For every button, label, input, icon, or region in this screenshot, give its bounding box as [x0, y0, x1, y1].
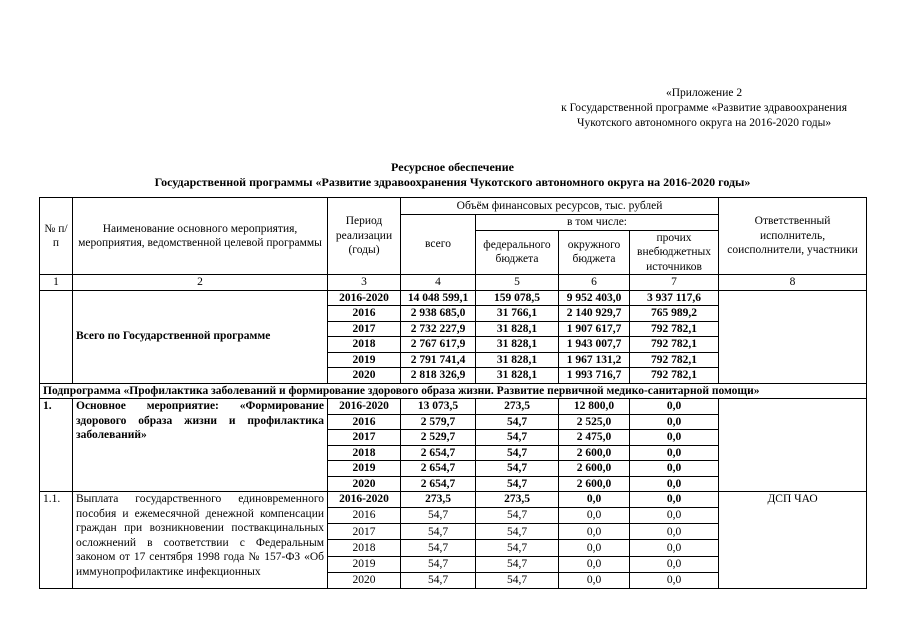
district-cell: 1 907 617,7: [559, 321, 630, 337]
federal-cell: 54,7: [476, 414, 559, 430]
district-cell: 2 525,0: [559, 414, 630, 430]
total-cell: 54,7: [401, 556, 476, 572]
resource-table: [39, 197, 867, 589]
federal-cell: 273,5: [476, 492, 559, 508]
other-cell: 765 989,2: [630, 306, 719, 322]
federal-cell: 31 828,1: [476, 337, 559, 353]
district-cell: 2 600,0: [559, 461, 630, 477]
period-cell: 2020: [328, 368, 401, 384]
other-cell: 0,0: [630, 492, 719, 508]
period-cell: 2016: [328, 306, 401, 322]
period-cell: 2020: [328, 572, 401, 588]
other-cell: 0,0: [630, 445, 719, 461]
total-cell: 2 579,7: [401, 414, 476, 430]
header-row-1: [40, 198, 867, 215]
federal-cell: 54,7: [476, 508, 559, 524]
period-cell: 2016-2020: [328, 492, 401, 508]
federal-cell: 54,7: [476, 540, 559, 556]
title-line-2: Государственной программы «Развитие здравоохранения Чукотского автономного округа на 2016-2020 годы»: [154, 175, 751, 189]
col-number: 1: [40, 275, 73, 291]
other-cell: 0,0: [630, 430, 719, 446]
other-cell: 792 782,1: [630, 352, 719, 368]
other-cell: 792 782,1: [630, 321, 719, 337]
title-line-1: Ресурсное обеспечение: [391, 160, 514, 174]
total-cell: 54,7: [401, 508, 476, 524]
total-num-cell: [40, 290, 73, 383]
header-volume: Объём финансовых ресурсов, тыс. рублей: [401, 198, 719, 215]
federal-cell: 54,7: [476, 445, 559, 461]
subprogram-row: [40, 383, 867, 399]
other-cell: 0,0: [630, 399, 719, 415]
federal-cell: 54,7: [476, 476, 559, 492]
total-cell: 2 767 617,9: [401, 337, 476, 353]
period-cell: 2020: [328, 476, 401, 492]
federal-cell: 54,7: [476, 430, 559, 446]
total-cell: 13 073,5: [401, 399, 476, 415]
total-cell: 2 791 741,4: [401, 352, 476, 368]
district-cell: 9 952 403,0: [559, 290, 630, 306]
total-cell: 54,7: [401, 540, 476, 556]
district-cell: 2 140 929,7: [559, 306, 630, 322]
period-cell: 2016: [328, 508, 401, 524]
district-cell: 1 967 131,2: [559, 352, 630, 368]
col-number: 7: [630, 275, 719, 291]
document-title: [0, 160, 905, 190]
period-cell: 2017: [328, 430, 401, 446]
total-cell: 2 529,7: [401, 430, 476, 446]
period-cell: 2018: [328, 337, 401, 353]
other-cell: 0,0: [630, 572, 719, 588]
total-cell: 2 818 326,9: [401, 368, 476, 384]
col-number: 6: [559, 275, 630, 291]
header-name: Наименование основного мероприятия, мероприятия, ведомственной целевой программы: [73, 198, 328, 275]
col-number: 3: [328, 275, 401, 291]
other-cell: 0,0: [630, 556, 719, 572]
district-cell: 12 800,0: [559, 399, 630, 415]
measure-name: Основное мероприятие: «Формирование здорового образа жизни и профилактика заболеваний»: [73, 399, 328, 492]
header-district: окружного бюджета: [559, 230, 630, 275]
period-cell: 2019: [328, 352, 401, 368]
period-cell: 2016: [328, 414, 401, 430]
total-cell: 273,5: [401, 492, 476, 508]
header-total: всего: [401, 215, 476, 275]
total-executor-cell: [719, 290, 867, 383]
federal-cell: 31 766,1: [476, 306, 559, 322]
sub-measure-row: [40, 492, 867, 508]
total-row: [40, 290, 867, 306]
period-cell: 2017: [328, 321, 401, 337]
sub-measure-name-text: Выплата государственного единовременного пособия и ежемесячной денежной компенсации граждан при возникновении поствакцинальных осложнений в соответствии с Федеральным законом от 17 сентября 1998 года № 157-ФЗ «Об иммунопрофилактике инфекционных: [76, 493, 324, 578]
sub-measure-name: [73, 492, 328, 589]
period-cell: 2018: [328, 445, 401, 461]
col-number: 4: [401, 275, 476, 291]
district-cell: 0,0: [559, 540, 630, 556]
column-numbers-row: [40, 275, 867, 291]
federal-cell: 159 078,5: [476, 290, 559, 306]
federal-cell: 273,5: [476, 399, 559, 415]
federal-cell: 54,7: [476, 524, 559, 540]
other-cell: 0,0: [630, 414, 719, 430]
district-cell: 0,0: [559, 492, 630, 508]
col-number: 8: [719, 275, 867, 291]
total-cell: 2 732 227,9: [401, 321, 476, 337]
header-period: Период реализации (годы): [328, 198, 401, 275]
other-cell: 792 782,1: [630, 337, 719, 353]
total-cell: 2 654,7: [401, 476, 476, 492]
header-num: № п/п: [40, 198, 73, 275]
federal-cell: 31 828,1: [476, 321, 559, 337]
col-number: 2: [73, 275, 328, 291]
header-other: прочих внебюджетных источников: [630, 230, 719, 275]
col-number: 5: [476, 275, 559, 291]
subprogram-title: Подпрограмма «Профилактика заболеваний и формирование здорового образа жизни. Развитие первичной медико-санитарной помощи»: [40, 383, 867, 399]
district-cell: 0,0: [559, 508, 630, 524]
federal-cell: 54,7: [476, 461, 559, 477]
total-cell: 54,7: [401, 524, 476, 540]
federal-cell: 54,7: [476, 572, 559, 588]
measure-num: 1.: [40, 399, 73, 492]
measure-executor-cell: [719, 399, 867, 492]
header-including: в том числе:: [476, 215, 719, 231]
period-cell: 2016-2020: [328, 399, 401, 415]
appendix-line-3: Чукотского автономного округа на 2016-2020 годы»: [577, 117, 832, 129]
district-cell: 2 600,0: [559, 445, 630, 461]
other-cell: 3 937 117,6: [630, 290, 719, 306]
total-cell: 2 938 685,0: [401, 306, 476, 322]
period-cell: 2019: [328, 461, 401, 477]
other-cell: 0,0: [630, 524, 719, 540]
other-cell: 792 782,1: [630, 368, 719, 384]
measure-row: [40, 399, 867, 415]
total-cell: 2 654,7: [401, 461, 476, 477]
period-cell: 2019: [328, 556, 401, 572]
appendix-line-1: «Приложение 2: [666, 87, 743, 99]
district-cell: 0,0: [559, 572, 630, 588]
district-cell: 1 993 716,7: [559, 368, 630, 384]
district-cell: 0,0: [559, 556, 630, 572]
federal-cell: 54,7: [476, 556, 559, 572]
total-cell: 14 048 599,1: [401, 290, 476, 306]
sub-measure-num: 1.1.: [40, 492, 73, 589]
total-cell: 54,7: [401, 572, 476, 588]
other-cell: 0,0: [630, 540, 719, 556]
other-cell: 0,0: [630, 461, 719, 477]
header-federal: федерального бюджета: [476, 230, 559, 275]
period-cell: 2018: [328, 540, 401, 556]
total-name: Всего по Государственной программе: [73, 290, 328, 383]
sub-measure-executor: ДСП ЧАО: [719, 492, 867, 589]
district-cell: 0,0: [559, 524, 630, 540]
header-executor: Ответственный исполнитель, соисполнители, участники: [719, 198, 867, 275]
federal-cell: 31 828,1: [476, 368, 559, 384]
period-cell: 2016-2020: [328, 290, 401, 306]
appendix-note: [561, 86, 847, 131]
district-cell: 2 600,0: [559, 476, 630, 492]
period-cell: 2017: [328, 524, 401, 540]
district-cell: 1 943 007,7: [559, 337, 630, 353]
federal-cell: 31 828,1: [476, 352, 559, 368]
other-cell: 0,0: [630, 508, 719, 524]
appendix-line-2: к Государственной программе «Развитие здравоохранения: [561, 102, 847, 114]
district-cell: 2 475,0: [559, 430, 630, 446]
other-cell: 0,0: [630, 476, 719, 492]
total-cell: 2 654,7: [401, 445, 476, 461]
